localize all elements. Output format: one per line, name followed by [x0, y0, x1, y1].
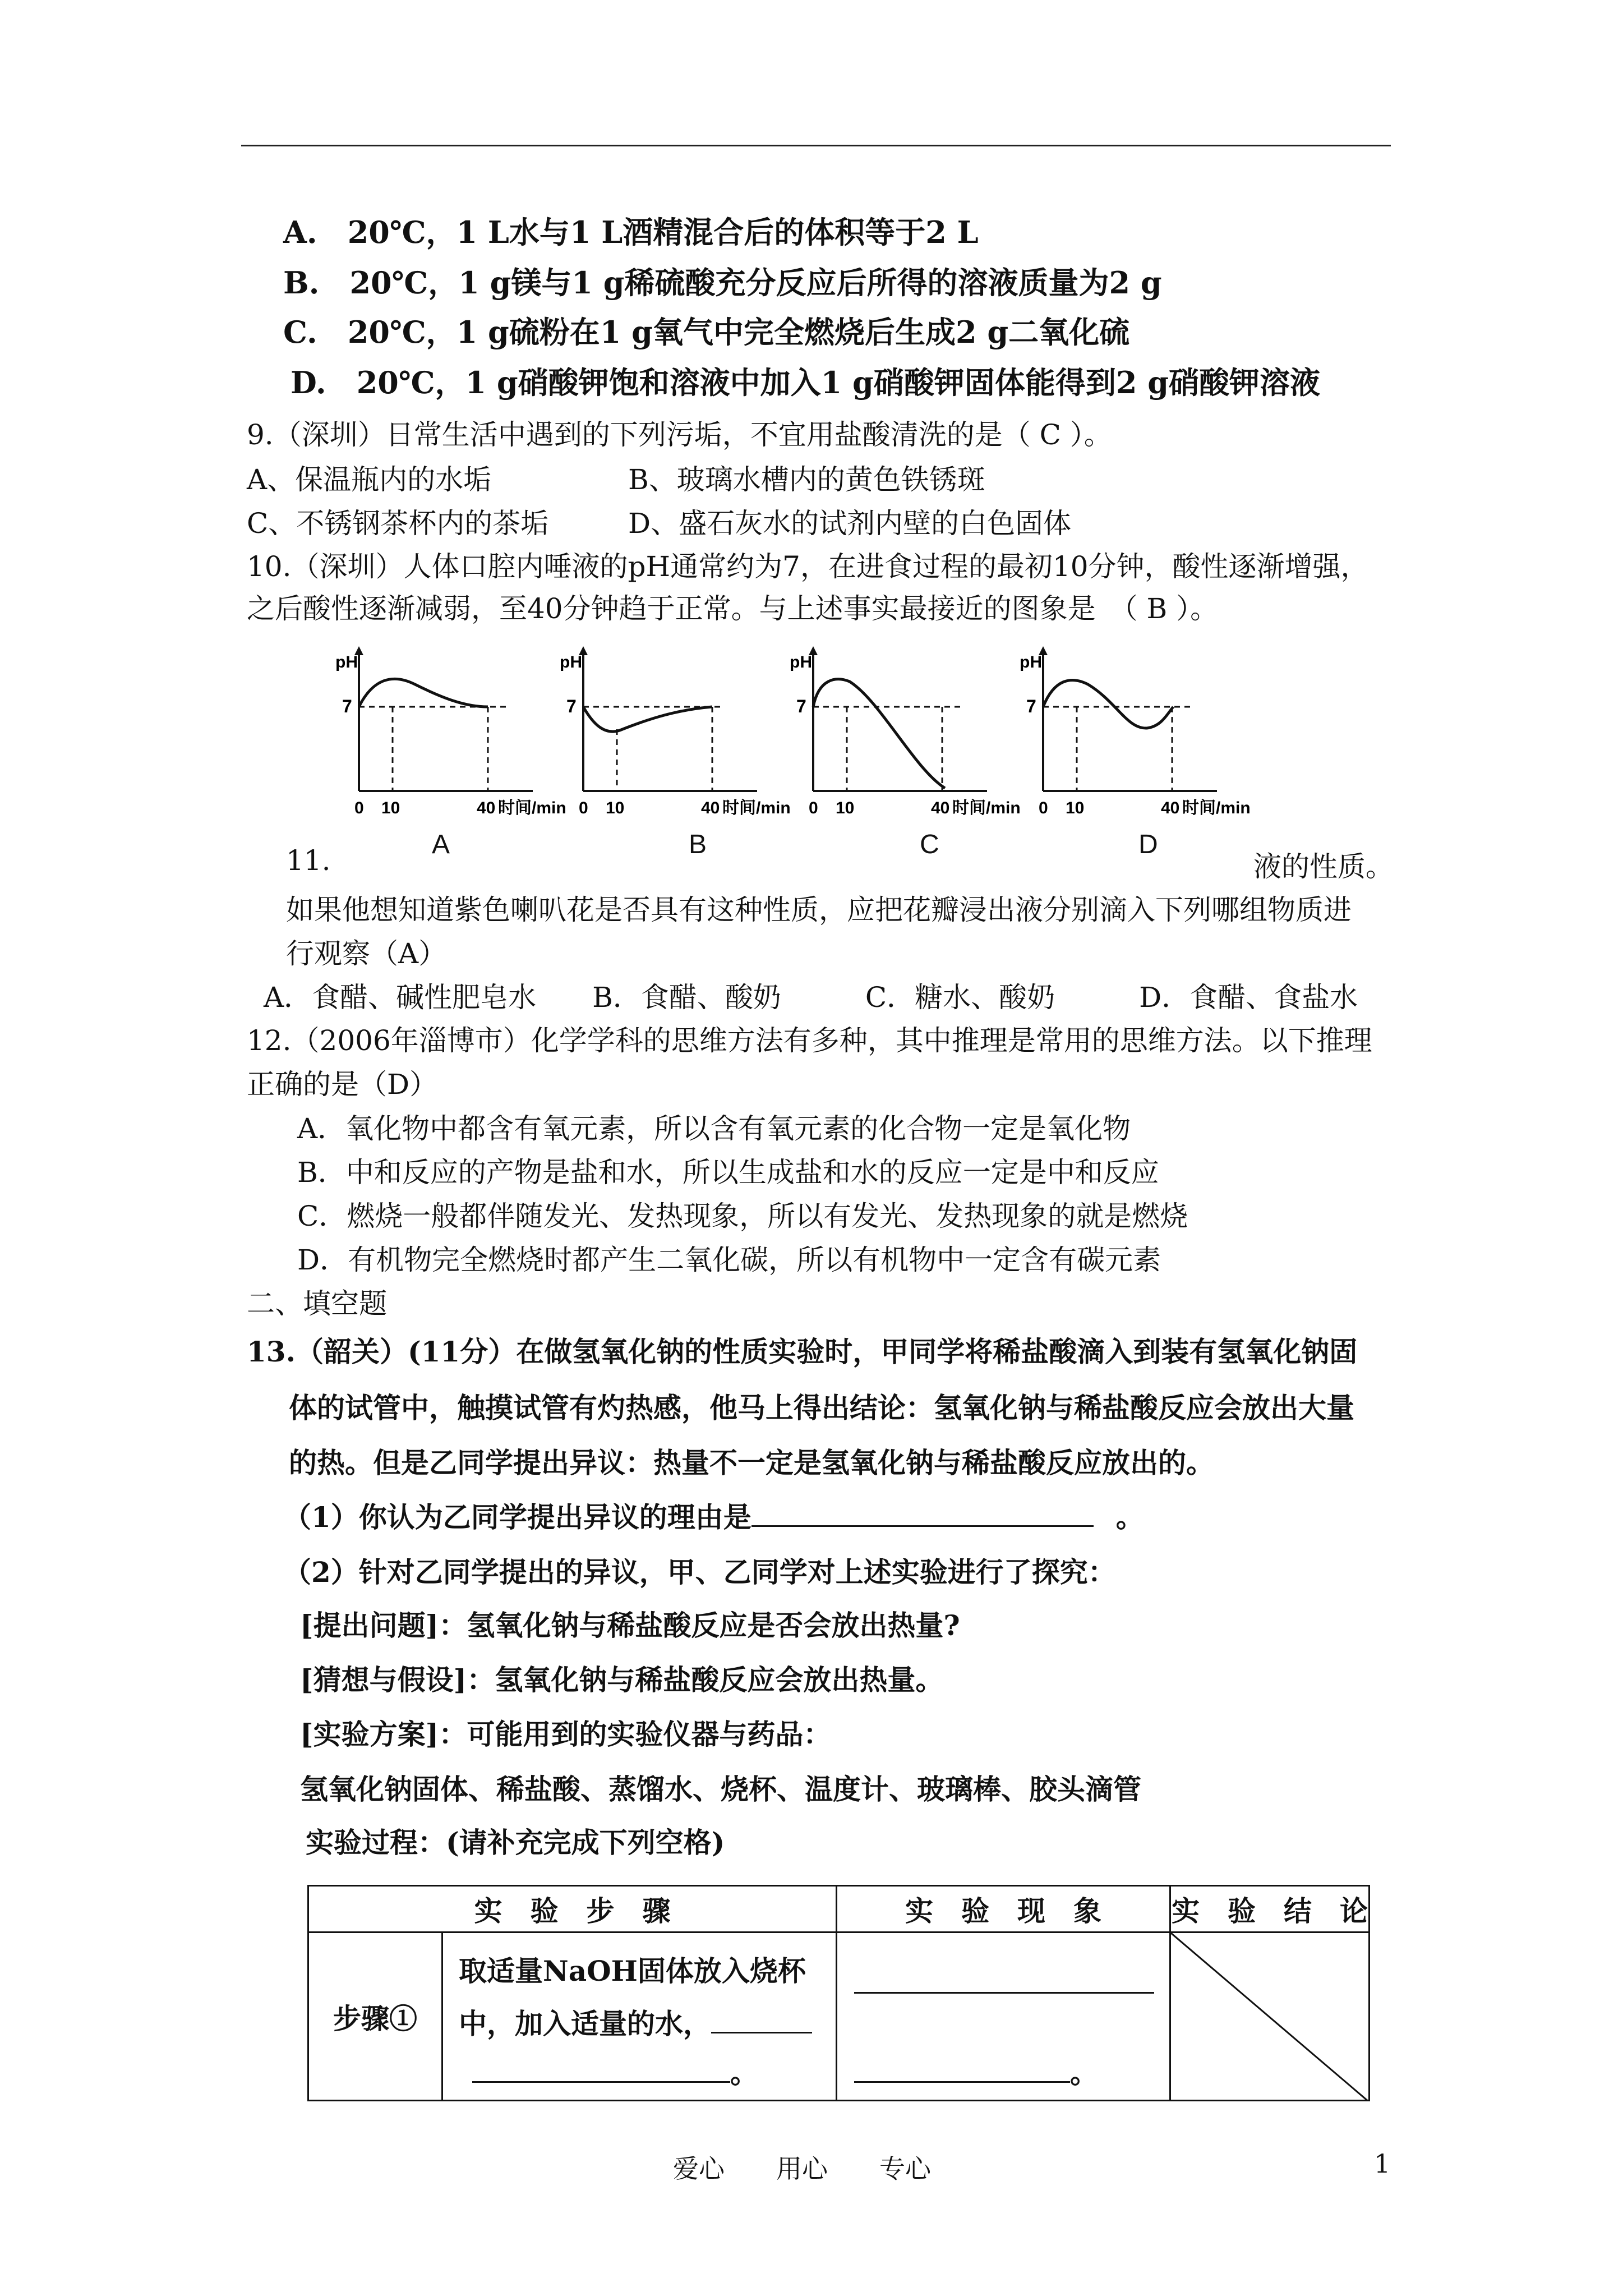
row1-phenomenon-line2 [854, 2051, 1098, 2091]
chart-a-tick-7: 7 [342, 696, 352, 716]
row1-phenomenon-blank-a[interactable] [854, 1992, 1154, 1994]
q11-options: A．食醋、碱性肥皂水 B．食醋、酸奶 C．糖水、酸奶 D．食醋、食盐水 [264, 981, 1358, 1014]
page-number: 1 [1374, 2148, 1391, 2179]
q8-option-a: A. 20℃，1 L水与1 L酒精混合后的体积等于2 L [283, 214, 979, 250]
chart-d [1015, 645, 1251, 816]
chart-c [785, 645, 1021, 816]
chart-c-ylabel: pH [790, 653, 812, 671]
q13-process: 实验过程：(请补充完成下列空格) [306, 1826, 725, 1859]
chart-a-ylabel: pH [335, 653, 358, 671]
q8-option-b: B. 20℃，1 g镁与1 g稀硫酸充分反应后所得的溶液质量为2 g [283, 265, 1162, 301]
chart-a-tick-10: 10 [381, 799, 400, 817]
q11-line2: 如果他想知道紫色喇叭花是否具有这种性质，应把花瓣浸出液分别滴入下列哪组物质进 [286, 894, 1352, 926]
q11-tail: 液的性质。 [1253, 850, 1394, 883]
chart-a-xunit: 时间/min [498, 799, 566, 817]
table-header-row [308, 1886, 1370, 1932]
q10-line1: 10.（深圳）人体口腔内唾液的pH通常约为7，在进食过程的最初10分钟，酸性逐渐增强， [247, 550, 1369, 583]
q13-line1: 13.（韶关）(11分）在做氢氧化钠的性质实验时，甲同学将稀盐酸滴入到装有氢氧化钠固 [247, 1335, 1358, 1368]
chart-label-b: B [689, 830, 707, 859]
q13-plan: [实验方案]：可能用到的实验仪器与药品： [300, 1718, 832, 1751]
q11-line3: 行观察（A） [286, 937, 447, 970]
row1-step-blank-b[interactable] [472, 2053, 730, 2083]
chart-d-xunit: 时间/min [1182, 799, 1251, 817]
row1-label: 步骤① [308, 1932, 442, 2101]
row1-step-period: 。 [730, 2056, 758, 2090]
chart-d-curve [1043, 680, 1173, 728]
chart-d-tick-7: 7 [1026, 696, 1036, 716]
chart-d-tick-0: 0 [1039, 799, 1048, 817]
chart-label-c: C [920, 830, 939, 859]
q12-line2: 正确的是（D） [247, 1068, 438, 1101]
experiment-table [307, 1885, 1370, 2101]
table-row [308, 1932, 1370, 2101]
row1-phenomenon-period: 。 [1070, 2056, 1098, 2090]
q12-option-c: C．燃烧一般都伴随发光、发热现象，所以有发光、发热现象的就是燃烧 [297, 1200, 1188, 1232]
q12-option-d: D．有机物完全燃烧时都产生二氧化碳，所以有机物中一定含有碳元素 [297, 1244, 1161, 1276]
q9-option-b: B、玻璃水槽内的黄色铁锈斑 [628, 463, 985, 496]
row1-phenomenon-cell [837, 1932, 1170, 2101]
chart-c-xunit: 时间/min [952, 799, 1021, 817]
header-phenomena: 实 验 现 象 [837, 1886, 1170, 1932]
chart-b-tick-40: 40 [701, 799, 720, 817]
section-heading: 二、填空题 [247, 1287, 387, 1320]
chart-b-tick-10: 10 [606, 799, 625, 817]
q13-line3: 的热。但是乙同学提出异议：热量不一定是氢氧化钠与稀盐酸反应放出的。 [289, 1446, 1214, 1479]
chart-a-tick-40: 40 [477, 799, 496, 817]
chart-c-tick-0: 0 [809, 799, 818, 817]
q13-part1-period: 。 [1115, 1501, 1144, 1534]
q13-hypothesis: [猜想与假设]：氢氧化钠与稀盐酸反应会放出热量。 [300, 1663, 944, 1696]
q8-option-c: C. 20℃，1 g硫粉在1 g氧气中完全燃烧后生成2 g二氧化硫 [283, 314, 1130, 350]
q12-line1: 12.（2006年淄博市）化学学科的思维方法有多种，其中推理是常用的思维方法。以下推理 [247, 1024, 1372, 1057]
q9-option-c: C、不锈钢茶杯内的茶垢 [247, 507, 549, 540]
q11-number: 11. [286, 844, 331, 877]
chart-b-tick-0: 0 [579, 799, 588, 817]
chart-a-tick-0: 0 [354, 799, 364, 817]
q9-stem: 9.（深圳）日常生活中遇到的下列污垢，不宜用盐酸清洗的是（ C ）。 [247, 418, 1112, 451]
chart-c-tick-10: 10 [836, 799, 855, 817]
footer-motto: 爱心 用心 专心 [673, 2154, 931, 2184]
q13-part1-blank[interactable] [751, 1496, 1094, 1527]
q12-option-a: A．氧化物中都含有氧元素，所以含有氧元素的化合物一定是氧化物 [297, 1112, 1131, 1145]
row1-step-line2-text: 中，加入适量的水， [459, 2007, 711, 2040]
chart-b-tick-7: 7 [566, 696, 577, 716]
row1-step-line2 [459, 2001, 812, 2042]
row1-phenomenon-blank-b[interactable] [854, 2053, 1070, 2083]
chart-d-tick-10: 10 [1066, 799, 1085, 817]
q9-option-d: D、盛石灰水的试剂内壁的白色固体 [628, 507, 1072, 540]
chart-b-curve [583, 707, 712, 731]
q13-part1 [283, 1495, 1144, 1535]
q13-line2: 体的试管中，触摸试管有灼热感，他马上得出结论：氢氧化钠与稀盐酸反应会放出大量 [289, 1391, 1354, 1424]
header-steps: 实 验 步 骤 [308, 1886, 837, 1932]
chart-c-curve [813, 679, 945, 788]
q13-materials: 氢氧化钠固体、稀盐酸、蒸馏水、烧杯、温度计、玻璃棒、胶头滴管 [300, 1773, 1141, 1806]
row1-step-line3 [472, 2051, 758, 2091]
q13-part1-text: （1）你认为乙同学提出异议的理由是 [283, 1501, 751, 1534]
chart-c-tick-7: 7 [796, 696, 806, 716]
row1-conclusion-cell [1170, 1932, 1370, 2101]
q10-line2: 之后酸性逐渐减弱，至40分钟趋于正常。与上述事实最接近的图象是 （ B ）。 [247, 592, 1219, 625]
chart-c-tick-40: 40 [931, 799, 950, 817]
chart-a [331, 645, 566, 816]
q13-problem: [提出问题]：氢氧化钠与稀盐酸反应是否会放出热量? [300, 1609, 960, 1642]
chart-d-ylabel: pH [1020, 653, 1042, 671]
row1-step-blank-a[interactable] [711, 2004, 812, 2033]
chart-label-a: A [432, 830, 450, 859]
chart-b-xunit: 时间/min [722, 799, 791, 817]
chart-b-ylabel: pH [560, 653, 582, 671]
chart-b [555, 645, 791, 816]
q13-part2: （2）针对乙同学提出的异议，甲、乙同学对上述实验进行了探究： [283, 1556, 1116, 1589]
header-conclusion: 实 验 结 论 [1170, 1886, 1370, 1932]
row1-conclusion-diagonal [1171, 1933, 1368, 2101]
row1-step-cell [442, 1932, 837, 2101]
chart-d-tick-40: 40 [1161, 799, 1180, 817]
q8-option-d: D. 20℃，1 g硝酸钾饱和溶液中加入1 g硝酸钾固体能得到2 g硝酸钾溶液 [291, 365, 1320, 401]
chart-label-d: D [1138, 830, 1158, 859]
row1-step-line1: 取适量NaOH固体放入烧杯 [459, 1954, 806, 1987]
q12-option-b: B．中和反应的产物是盐和水，所以生成盐和水的反应一定是中和反应 [297, 1156, 1159, 1189]
q9-option-a: A、保温瓶内的水垢 [247, 463, 492, 496]
header-rule [241, 145, 1391, 146]
chart-a-curve [359, 679, 488, 707]
